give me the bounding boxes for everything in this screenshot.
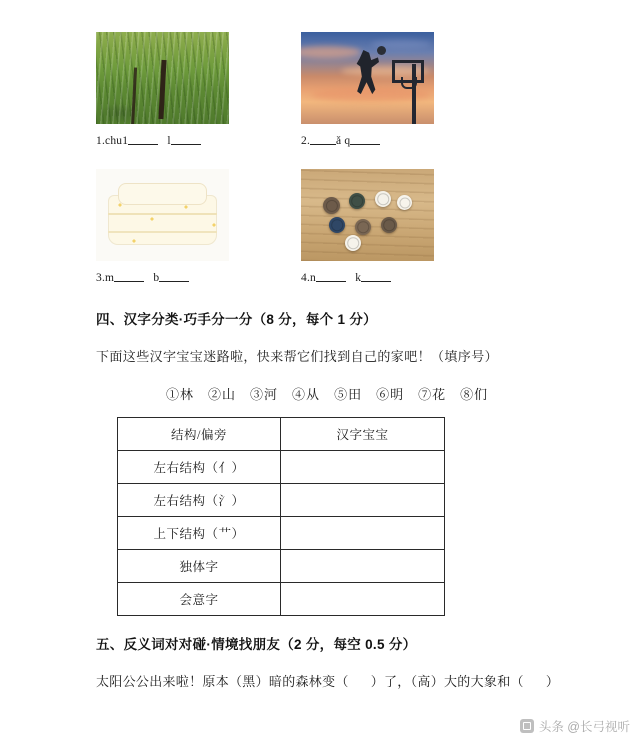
table-header-cell: 汉字宝宝 bbox=[281, 418, 445, 451]
answer-blank[interactable] bbox=[316, 270, 346, 282]
willow-tree-photo bbox=[96, 32, 229, 124]
caption-prefix: 2. bbox=[301, 135, 311, 147]
table-row-label: 左右结构（亻） bbox=[118, 451, 281, 484]
picture-word-caption-2 bbox=[301, 133, 434, 147]
character-item: ②山 bbox=[208, 387, 237, 402]
answer-blank[interactable] bbox=[159, 270, 189, 282]
picture-word-caption-4 bbox=[301, 270, 434, 284]
caption-mid: ǎ q bbox=[336, 135, 351, 147]
table-answer-cell[interactable] bbox=[281, 583, 445, 616]
character-item: ⑦花 bbox=[418, 387, 447, 402]
section-4-instruction: 下面这些汉字宝宝迷路啦，快来帮它们找到自己的家吧！（填序号） bbox=[96, 349, 499, 364]
section-5-text-mid: ）了，（高）大的大象和（ bbox=[370, 674, 524, 689]
caption-mid: l bbox=[167, 135, 171, 147]
picture-word-item-3 bbox=[96, 169, 229, 284]
buttons-on-wood-photo bbox=[301, 169, 434, 261]
table-answer-cell[interactable] bbox=[281, 451, 445, 484]
answer-blank[interactable] bbox=[128, 133, 158, 145]
answer-blank[interactable] bbox=[171, 133, 201, 145]
classification-table bbox=[117, 417, 445, 616]
table-row-label: 会意字 bbox=[118, 583, 281, 616]
character-item: ①林 bbox=[166, 387, 195, 402]
character-item: ⑥明 bbox=[376, 387, 405, 402]
answer-blank[interactable] bbox=[310, 133, 336, 145]
table-row-label: 上下结构（艹） bbox=[118, 517, 281, 550]
character-item: ⑤田 bbox=[334, 387, 363, 402]
basketball-dunk-sunset-photo bbox=[301, 32, 434, 124]
folded-quilt-photo bbox=[96, 169, 229, 261]
picture-word-row-1 bbox=[0, 0, 640, 147]
picture-word-item-1 bbox=[96, 32, 229, 147]
caption-mid: k bbox=[355, 272, 362, 284]
section-5-text-after: ） bbox=[545, 674, 560, 689]
table-row bbox=[118, 517, 445, 550]
table-header-cell: 结构/偏旁 bbox=[118, 418, 281, 451]
caption-prefix: 1.chu1 bbox=[96, 135, 129, 147]
table-row bbox=[118, 583, 445, 616]
section-5-text-before: 太阳公公出来啦！原本（黑）暗的森林变（ bbox=[96, 674, 349, 689]
toutiao-logo-icon bbox=[520, 719, 534, 733]
character-bank bbox=[0, 384, 640, 403]
picture-word-row-2 bbox=[0, 147, 640, 284]
character-item: ⑧们 bbox=[460, 387, 489, 402]
character-item: ③河 bbox=[250, 387, 279, 402]
classification-table-wrapper bbox=[0, 417, 640, 616]
table-answer-cell[interactable] bbox=[281, 484, 445, 517]
table-answer-cell[interactable] bbox=[281, 550, 445, 583]
answer-blank[interactable] bbox=[350, 133, 380, 145]
section-5-heading: 五、反义词对对碰·情境找朋友（2 分，每空 0.5 分） bbox=[96, 637, 417, 652]
table-row-label: 左右结构（氵） bbox=[118, 484, 281, 517]
picture-word-item-4 bbox=[301, 169, 434, 284]
watermark-label: 头条 @长弓视听 bbox=[538, 720, 630, 734]
picture-word-caption-1 bbox=[96, 133, 229, 147]
answer-blank[interactable] bbox=[114, 270, 144, 282]
picture-word-caption-3 bbox=[96, 270, 229, 284]
table-row-label: 独体字 bbox=[118, 550, 281, 583]
table-row bbox=[118, 451, 445, 484]
table-header-row bbox=[118, 418, 445, 451]
caption-mid: b bbox=[153, 272, 160, 284]
table-row bbox=[118, 484, 445, 517]
section-4-heading: 四、汉字分类·巧手分一分（8 分，每个 1 分） bbox=[96, 312, 377, 327]
table-answer-cell[interactable] bbox=[281, 517, 445, 550]
picture-word-item-2 bbox=[301, 32, 434, 147]
section-5-text bbox=[0, 671, 640, 690]
caption-prefix: 4.n bbox=[301, 272, 316, 284]
answer-blank[interactable] bbox=[361, 270, 391, 282]
watermark bbox=[520, 717, 630, 735]
character-item: ④从 bbox=[292, 387, 321, 402]
caption-prefix: 3.m bbox=[96, 272, 115, 284]
table-row bbox=[118, 550, 445, 583]
